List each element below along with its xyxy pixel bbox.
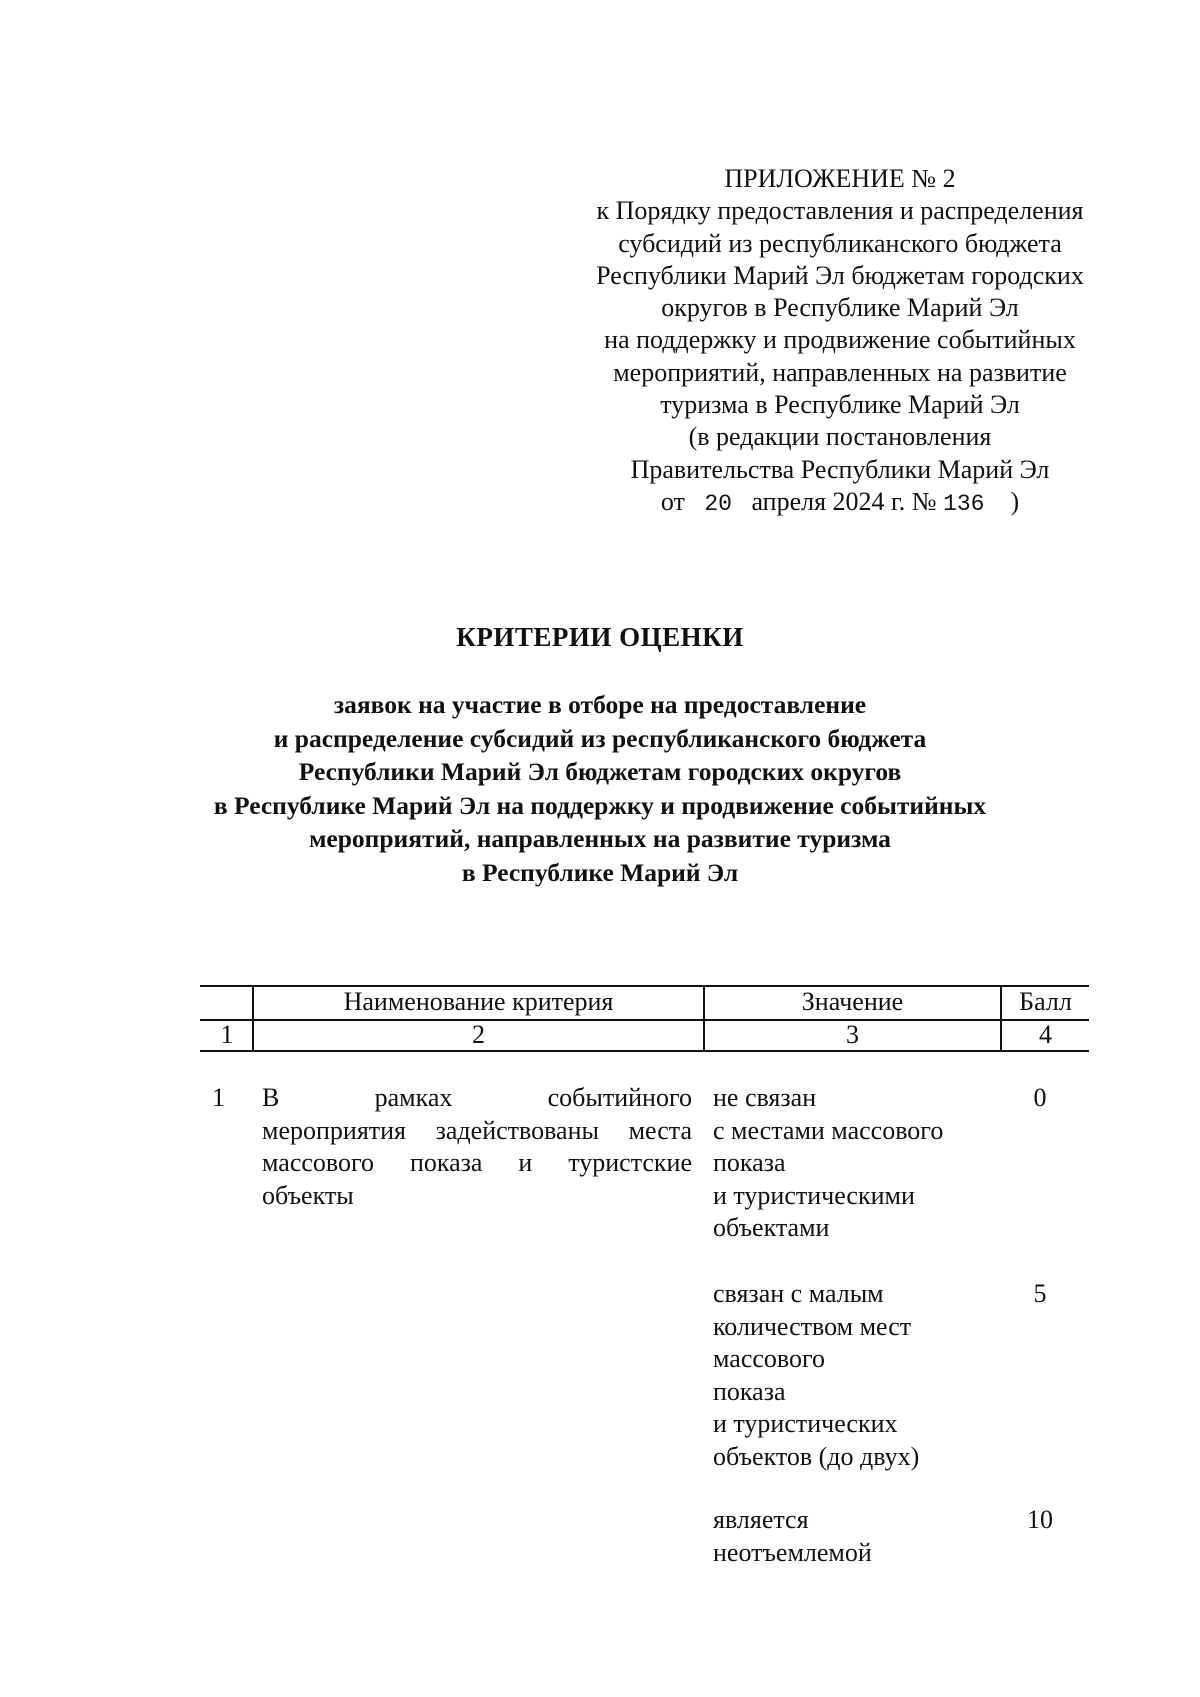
header-cell-value: Значение (801, 987, 904, 1016)
document-title: КРИТЕРИИ ОЦЕНКИ (456, 622, 744, 652)
appendix-line: (в редакции постановления (688, 422, 992, 452)
value-line: массового (713, 1344, 826, 1373)
appendix-line: к Порядку предоставления и распределения (596, 196, 1084, 226)
value-option-few-places (713, 1278, 1013, 1473)
criterion-word: места (628, 1115, 692, 1145)
document-subtitle (150, 688, 1050, 889)
appendix-line: Правительства Республики Марий Эл (630, 454, 1050, 484)
subtitle-line: в Республике Марий Эл на поддержку и продвижение событийных (213, 790, 987, 820)
criterion-number: 1 (212, 1083, 225, 1112)
criterion-word: массового (262, 1148, 375, 1177)
date-suffix: ) (1010, 486, 1020, 516)
subtitle-line: и распределение субсидий из республиканского бюджета (273, 723, 927, 753)
column-number-1: 1 (220, 1020, 234, 1049)
value-line: является (713, 1505, 809, 1534)
date-prefix: от (660, 486, 685, 516)
criterion-name-line: объекты (262, 1180, 354, 1210)
appendix-line: Республики Марий Эл бюджетам городских (596, 260, 1084, 290)
date-month-year: апреля 2024 г. № (751, 486, 937, 516)
criterion-word: и (518, 1148, 533, 1177)
appendix-line: на поддержку и продвижение событийных (604, 325, 1076, 355)
value-line: показа (713, 1148, 786, 1177)
value-option-integral (713, 1504, 1013, 1569)
criterion-word: задействованы (435, 1115, 599, 1145)
value-line: неотъемлемой (713, 1537, 872, 1567)
appendix-line: ПРИЛОЖЕНИЕ № 2 (724, 164, 956, 193)
document-number: 136 (943, 490, 985, 517)
value-line: связан с малым (713, 1279, 884, 1308)
criterion-name-line (262, 1147, 692, 1180)
score-value: 0 (1033, 1083, 1047, 1112)
subtitle-line: заявок на участие в отборе на предоставление (333, 690, 867, 719)
criterion-name (262, 1082, 692, 1212)
column-number-4: 4 (1039, 1020, 1052, 1049)
value-option-not-linked (713, 1082, 1013, 1245)
appendix-line: округов в Республике Марий Эл (661, 293, 1019, 323)
value-line: показа (713, 1376, 786, 1406)
appendix-line: мероприятий, направленных на развитие (613, 357, 1067, 387)
criterion-word: событийного (547, 1083, 692, 1112)
subtitle-line: в Республике Марий Эл (461, 857, 739, 887)
criterion-word: мероприятия (262, 1115, 407, 1145)
criterion-name-first-line (262, 1082, 692, 1115)
column-number-3: 3 (846, 1020, 859, 1049)
criterion-word: показа (409, 1148, 483, 1177)
value-line: объектов (до двух) (713, 1441, 920, 1471)
value-line: объектами (713, 1213, 830, 1242)
date-day: 20 (704, 490, 732, 517)
criterion-word: туристские (568, 1148, 692, 1177)
appendix-line: субсидий из республиканского бюджета (618, 228, 1062, 258)
subtitle-line: Республики Марий Эл бюджетам городских округов (298, 757, 902, 786)
score-value: 5 (1033, 1279, 1047, 1308)
value-line: с местами массового (713, 1115, 944, 1145)
criterion-name-line (262, 1115, 692, 1148)
appendix-line: туризма в Республике Марий Эл (660, 390, 1020, 420)
value-line: и туристических (713, 1409, 898, 1438)
column-number-2: 2 (472, 1020, 485, 1049)
appendix-header (540, 163, 1140, 520)
criterion-word: В (262, 1083, 280, 1112)
value-line: количеством мест (713, 1311, 912, 1341)
header-cell-score: Балл (1019, 987, 1072, 1016)
table-rule-bottom (200, 1050, 1089, 1052)
appendix-date-line (540, 486, 1140, 520)
score-value: 10 (1027, 1505, 1053, 1534)
value-line: и туристическими (713, 1180, 915, 1210)
criterion-word: рамках (374, 1083, 453, 1112)
value-line: не связан (713, 1083, 817, 1112)
subtitle-line: мероприятий, направленных на развитие туризма (309, 824, 891, 853)
header-cell-criterion: Наименование критерия (343, 987, 614, 1016)
